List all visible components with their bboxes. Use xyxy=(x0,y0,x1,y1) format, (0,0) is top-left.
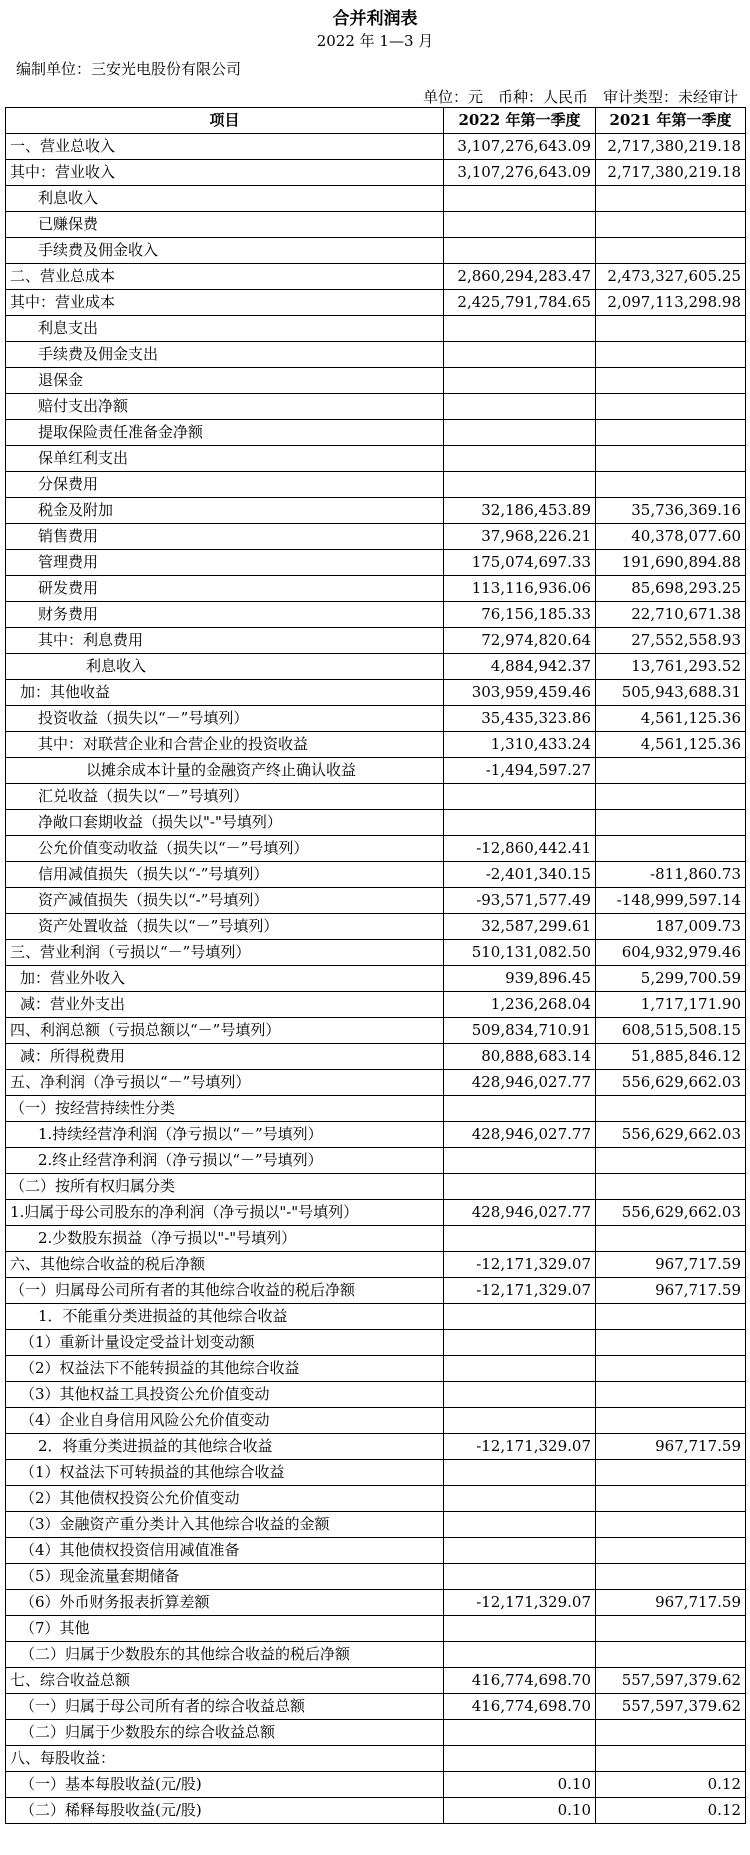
value-2022 xyxy=(444,420,596,446)
table-row xyxy=(6,342,746,368)
value-2021: 967,717.59 xyxy=(596,1278,746,1304)
value-2022: 509,834,710.91 xyxy=(444,1018,596,1044)
value-2021 xyxy=(596,1226,746,1252)
table-row xyxy=(6,1460,746,1486)
row-label: 手续费及佣金支出 xyxy=(6,342,444,368)
value-2022 xyxy=(444,472,596,498)
row-label: 三、营业利润（亏损以“－”号填列） xyxy=(6,940,444,966)
row-label: 五、净利润（净亏损以“－”号填列） xyxy=(6,1070,444,1096)
value-2021: -148,999,597.14 xyxy=(596,888,746,914)
table-row xyxy=(6,1772,746,1798)
row-label: 利息支出 xyxy=(6,316,444,342)
value-2021 xyxy=(596,342,746,368)
row-label: 其中：利息费用 xyxy=(6,628,444,654)
row-label: 销售费用 xyxy=(6,524,444,550)
value-2022 xyxy=(444,1096,596,1122)
row-label: 汇兑收益（损失以“－”号填列） xyxy=(6,784,444,810)
value-2022 xyxy=(444,1486,596,1512)
row-label: （2）其他债权投资公允价值变动 xyxy=(6,1486,444,1512)
table-row xyxy=(6,1538,746,1564)
value-2021: 0.12 xyxy=(596,1772,746,1798)
row-label: 一、营业总收入 xyxy=(6,134,444,160)
row-label: 2．将重分类进损益的其他综合收益 xyxy=(6,1434,444,1460)
value-2021: 35,736,369.16 xyxy=(596,498,746,524)
value-2022 xyxy=(444,394,596,420)
row-label: （一）基本每股收益(元/股) xyxy=(6,1772,444,1798)
table-row xyxy=(6,212,746,238)
value-2022 xyxy=(444,1148,596,1174)
value-2022 xyxy=(444,1616,596,1642)
value-2021: 27,552,558.93 xyxy=(596,628,746,654)
value-2022 xyxy=(444,186,596,212)
table-row xyxy=(6,1512,746,1538)
header-2022: 2022 年第一季度 xyxy=(444,108,596,134)
value-2021: 5,299,700.59 xyxy=(596,966,746,992)
value-2021: 2,473,327,605.25 xyxy=(596,264,746,290)
value-2022: -2,401,340.15 xyxy=(444,862,596,888)
value-2021: 22,710,671.38 xyxy=(596,602,746,628)
table-row xyxy=(6,940,746,966)
header-item: 项目 xyxy=(6,108,444,134)
value-2022: 428,946,027.77 xyxy=(444,1070,596,1096)
value-2021 xyxy=(596,1564,746,1590)
report-period: 2022 年 1—3 月 xyxy=(316,32,434,50)
table-row xyxy=(6,966,746,992)
value-2022: 37,968,226.21 xyxy=(444,524,596,550)
value-2022: 510,131,082.50 xyxy=(444,940,596,966)
value-2022: 3,107,276,643.09 xyxy=(444,160,596,186)
row-label: 利息收入 xyxy=(6,186,444,212)
table-row xyxy=(6,1642,746,1668)
value-2022: 428,946,027.77 xyxy=(444,1122,596,1148)
table-row xyxy=(6,1252,746,1278)
table-row xyxy=(6,1486,746,1512)
value-2022: -12,171,329.07 xyxy=(444,1278,596,1304)
value-2022: 428,946,027.77 xyxy=(444,1200,596,1226)
value-2022: 80,888,683.14 xyxy=(444,1044,596,1070)
company-name: 编制单位：三安光电股份有限公司 xyxy=(16,60,242,78)
row-label: 退保金 xyxy=(6,368,444,394)
table-row xyxy=(6,628,746,654)
value-2021 xyxy=(596,758,746,784)
table-row xyxy=(6,576,746,602)
row-label: （4）其他债权投资信用减值准备 xyxy=(6,1538,444,1564)
value-2021: 556,629,662.03 xyxy=(596,1122,746,1148)
units-line: 单位：元 币种：人民币 审计类型：未经审计 xyxy=(422,88,738,106)
table-row xyxy=(6,550,746,576)
value-2021 xyxy=(596,1512,746,1538)
value-2022: 35,435,323.86 xyxy=(444,706,596,732)
table-row xyxy=(6,1382,746,1408)
value-2021: 85,698,293.25 xyxy=(596,576,746,602)
row-label: 其中：对联营企业和合营企业的投资收益 xyxy=(6,732,444,758)
value-2021 xyxy=(596,1746,746,1772)
value-2022: 32,587,299.61 xyxy=(444,914,596,940)
value-2022 xyxy=(444,212,596,238)
value-2022 xyxy=(444,342,596,368)
value-2022 xyxy=(444,1564,596,1590)
table-row xyxy=(6,1200,746,1226)
value-2022: 2,860,294,283.47 xyxy=(444,264,596,290)
value-2021 xyxy=(596,1538,746,1564)
row-label: 保单红利支出 xyxy=(6,446,444,472)
table-body xyxy=(6,134,746,1824)
value-2021 xyxy=(596,238,746,264)
value-2022 xyxy=(444,1538,596,1564)
value-2022 xyxy=(444,810,596,836)
row-label: （7）其他 xyxy=(6,1616,444,1642)
value-2021: 967,717.59 xyxy=(596,1434,746,1460)
table-row xyxy=(6,1798,746,1824)
table-row xyxy=(6,1564,746,1590)
table-row xyxy=(6,836,746,862)
value-2022 xyxy=(444,1304,596,1330)
value-2021 xyxy=(596,1408,746,1434)
value-2021: 187,009.73 xyxy=(596,914,746,940)
row-label: 资产处置收益（损失以“－”号填列） xyxy=(6,914,444,940)
value-2022: 113,116,936.06 xyxy=(444,576,596,602)
table-row xyxy=(6,1720,746,1746)
row-label: 税金及附加 xyxy=(6,498,444,524)
value-2021: 1,717,171.90 xyxy=(596,992,746,1018)
table-row xyxy=(6,446,746,472)
table-row xyxy=(6,602,746,628)
value-2022: 32,186,453.89 xyxy=(444,498,596,524)
value-2021 xyxy=(596,1382,746,1408)
value-2022: 416,774,698.70 xyxy=(444,1694,596,1720)
value-2021: 2,717,380,219.18 xyxy=(596,134,746,160)
row-label: 利息收入 xyxy=(6,654,444,680)
row-label: 研发费用 xyxy=(6,576,444,602)
value-2022 xyxy=(444,1226,596,1252)
value-2021 xyxy=(596,810,746,836)
value-2021: 556,629,662.03 xyxy=(596,1200,746,1226)
table-row xyxy=(6,1070,746,1096)
row-label: 1．不能重分类进损益的其他综合收益 xyxy=(6,1304,444,1330)
value-2021 xyxy=(596,1616,746,1642)
table-row xyxy=(6,498,746,524)
table-row xyxy=(6,1746,746,1772)
table-row xyxy=(6,1226,746,1252)
table-row xyxy=(6,368,746,394)
table-row xyxy=(6,992,746,1018)
row-label: （1）权益法下可转损益的其他综合收益 xyxy=(6,1460,444,1486)
value-2021: 967,717.59 xyxy=(596,1252,746,1278)
table-row xyxy=(6,1330,746,1356)
value-2021 xyxy=(596,1356,746,1382)
value-2021 xyxy=(596,420,746,446)
value-2022: 0.10 xyxy=(444,1772,596,1798)
value-2022: 416,774,698.70 xyxy=(444,1668,596,1694)
value-2022: 1,310,433.24 xyxy=(444,732,596,758)
row-label: 资产减值损失（损失以“-”号填列） xyxy=(6,888,444,914)
value-2022 xyxy=(444,1330,596,1356)
table-row xyxy=(6,914,746,940)
value-2022 xyxy=(444,1408,596,1434)
value-2021 xyxy=(596,316,746,342)
value-2022 xyxy=(444,238,596,264)
table-row xyxy=(6,420,746,446)
table-row xyxy=(6,472,746,498)
table-row xyxy=(6,862,746,888)
value-2022 xyxy=(444,1356,596,1382)
row-label: 减：所得税费用 xyxy=(6,1044,444,1070)
value-2022: 4,884,942.37 xyxy=(444,654,596,680)
row-label: 二、营业总成本 xyxy=(6,264,444,290)
value-2022: 303,959,459.46 xyxy=(444,680,596,706)
row-label: 加：营业外收入 xyxy=(6,966,444,992)
value-2021: 967,717.59 xyxy=(596,1590,746,1616)
row-label: 投资收益（损失以“－”号填列） xyxy=(6,706,444,732)
row-label: 1.持续经营净利润（净亏损以“－”号填列） xyxy=(6,1122,444,1148)
row-label: （一）归属母公司所有者的其他综合收益的税后净额 xyxy=(6,1278,444,1304)
table-row xyxy=(6,732,746,758)
table-row xyxy=(6,1434,746,1460)
value-2022: 939,896.45 xyxy=(444,966,596,992)
row-label: 2.终止经营净利润（净亏损以“－”号填列） xyxy=(6,1148,444,1174)
value-2021: 4,561,125.36 xyxy=(596,706,746,732)
row-label: 其中：营业收入 xyxy=(6,160,444,186)
row-label: 提取保险责任准备金净额 xyxy=(6,420,444,446)
table-row xyxy=(6,888,746,914)
value-2021 xyxy=(596,186,746,212)
value-2022: 0.10 xyxy=(444,1798,596,1824)
value-2022: 3,107,276,643.09 xyxy=(444,134,596,160)
row-label: 1.归属于母公司股东的净利润（净亏损以"-"号填列） xyxy=(6,1200,444,1226)
table-row xyxy=(6,706,746,732)
row-label: 公允价值变动收益（损失以“－”号填列） xyxy=(6,836,444,862)
value-2022 xyxy=(444,368,596,394)
value-2021 xyxy=(596,394,746,420)
value-2022 xyxy=(444,1174,596,1200)
row-label: 2.少数股东损益（净亏损以"-"号填列） xyxy=(6,1226,444,1252)
value-2022: -93,571,577.49 xyxy=(444,888,596,914)
value-2022: -12,171,329.07 xyxy=(444,1252,596,1278)
value-2021: 4,561,125.36 xyxy=(596,732,746,758)
value-2021 xyxy=(596,784,746,810)
report-title: 合并利润表 xyxy=(332,9,418,29)
value-2022: -12,860,442.41 xyxy=(444,836,596,862)
value-2021: -811,860.73 xyxy=(596,862,746,888)
value-2022 xyxy=(444,1382,596,1408)
value-2021 xyxy=(596,1720,746,1746)
row-label: （4）企业自身信用风险公允价值变动 xyxy=(6,1408,444,1434)
value-2022: -1,494,597.27 xyxy=(444,758,596,784)
value-2021: 608,515,508.15 xyxy=(596,1018,746,1044)
table-row xyxy=(6,1044,746,1070)
table-row xyxy=(6,1616,746,1642)
table-row xyxy=(6,810,746,836)
value-2022: 76,156,185.33 xyxy=(444,602,596,628)
table-row xyxy=(6,160,746,186)
value-2021: 604,932,979.46 xyxy=(596,940,746,966)
row-label: （二）稀释每股收益(元/股) xyxy=(6,1798,444,1824)
value-2022: -12,171,329.07 xyxy=(444,1590,596,1616)
table-row xyxy=(6,1590,746,1616)
value-2021: 0.12 xyxy=(596,1798,746,1824)
value-2022 xyxy=(444,1512,596,1538)
row-label: 四、利润总额（亏损总额以“－”号填列） xyxy=(6,1018,444,1044)
row-label: （6）外币财务报表折算差额 xyxy=(6,1590,444,1616)
value-2021: 557,597,379.62 xyxy=(596,1694,746,1720)
table-row xyxy=(6,264,746,290)
row-label: （3）其他权益工具投资公允价值变动 xyxy=(6,1382,444,1408)
table-row xyxy=(6,134,746,160)
row-label: （一）归属于母公司所有者的综合收益总额 xyxy=(6,1694,444,1720)
value-2021 xyxy=(596,368,746,394)
value-2022 xyxy=(444,1460,596,1486)
table-header-row xyxy=(6,108,746,134)
value-2022 xyxy=(444,446,596,472)
value-2021: 556,629,662.03 xyxy=(596,1070,746,1096)
value-2021 xyxy=(596,212,746,238)
value-2022 xyxy=(444,1720,596,1746)
value-2022: 175,074,697.33 xyxy=(444,550,596,576)
value-2021: 13,761,293.52 xyxy=(596,654,746,680)
table-row xyxy=(6,1096,746,1122)
value-2021: 2,097,113,298.98 xyxy=(596,290,746,316)
value-2021 xyxy=(596,1460,746,1486)
table-row xyxy=(6,1408,746,1434)
row-label: 七、综合收益总额 xyxy=(6,1668,444,1694)
row-label: （2）权益法下不能转损益的其他综合收益 xyxy=(6,1356,444,1382)
table-row xyxy=(6,316,746,342)
report-header xyxy=(0,0,750,117)
value-2022: -12,171,329.07 xyxy=(444,1434,596,1460)
table-row xyxy=(6,238,746,264)
value-2021 xyxy=(596,446,746,472)
row-label: （5）现金流量套期储备 xyxy=(6,1564,444,1590)
table-row xyxy=(6,1356,746,1382)
row-label: （3）金融资产重分类计入其他综合收益的金额 xyxy=(6,1512,444,1538)
table-row xyxy=(6,394,746,420)
row-label: （二）归属于少数股东的综合收益总额 xyxy=(6,1720,444,1746)
value-2022: 2,425,791,784.65 xyxy=(444,290,596,316)
row-label: 手续费及佣金收入 xyxy=(6,238,444,264)
row-label: （二）归属于少数股东的其他综合收益的税后净额 xyxy=(6,1642,444,1668)
value-2021 xyxy=(596,1174,746,1200)
value-2022 xyxy=(444,316,596,342)
row-label: 管理费用 xyxy=(6,550,444,576)
table-row xyxy=(6,654,746,680)
value-2021 xyxy=(596,1642,746,1668)
row-label: 分保费用 xyxy=(6,472,444,498)
header-2021: 2021 年第一季度 xyxy=(596,108,746,134)
table-row xyxy=(6,1174,746,1200)
row-label: 减：营业外支出 xyxy=(6,992,444,1018)
table-row xyxy=(6,1148,746,1174)
value-2021 xyxy=(596,1486,746,1512)
row-label: 以摊余成本计量的金融资产终止确认收益 xyxy=(6,758,444,784)
value-2021: 505,943,688.31 xyxy=(596,680,746,706)
row-label: 信用减值损失（损失以“-”号填列） xyxy=(6,862,444,888)
row-label: 赔付支出净额 xyxy=(6,394,444,420)
row-label: 其中：营业成本 xyxy=(6,290,444,316)
row-label: 八、每股收益： xyxy=(6,1746,444,1772)
value-2021: 557,597,379.62 xyxy=(596,1668,746,1694)
value-2021 xyxy=(596,472,746,498)
table-row xyxy=(6,1304,746,1330)
value-2022: 1,236,268.04 xyxy=(444,992,596,1018)
table-row xyxy=(6,1668,746,1694)
value-2021 xyxy=(596,1096,746,1122)
table-row xyxy=(6,784,746,810)
value-2022 xyxy=(444,1642,596,1668)
row-label: （二）按所有权归属分类 xyxy=(6,1174,444,1200)
row-label: 财务费用 xyxy=(6,602,444,628)
row-label: 六、其他综合收益的税后净额 xyxy=(6,1252,444,1278)
table-row xyxy=(6,186,746,212)
income-statement-table xyxy=(5,107,746,1824)
row-label: 加：其他收益 xyxy=(6,680,444,706)
row-label: 净敞口套期收益（损失以"-"号填列） xyxy=(6,810,444,836)
value-2021: 2,717,380,219.18 xyxy=(596,160,746,186)
value-2021: 191,690,894.88 xyxy=(596,550,746,576)
row-label: （一）按经营持续性分类 xyxy=(6,1096,444,1122)
table-row xyxy=(6,1018,746,1044)
value-2022 xyxy=(444,1746,596,1772)
value-2021 xyxy=(596,1330,746,1356)
row-label: 已赚保费 xyxy=(6,212,444,238)
row-label: （1）重新计量设定受益计划变动额 xyxy=(6,1330,444,1356)
table-row xyxy=(6,758,746,784)
value-2021: 40,378,077.60 xyxy=(596,524,746,550)
value-2022: 72,974,820.64 xyxy=(444,628,596,654)
value-2021 xyxy=(596,1304,746,1330)
value-2021 xyxy=(596,1148,746,1174)
table-row xyxy=(6,1694,746,1720)
table-row xyxy=(6,680,746,706)
table-row xyxy=(6,524,746,550)
table-row xyxy=(6,1278,746,1304)
value-2022 xyxy=(444,784,596,810)
table-row xyxy=(6,290,746,316)
value-2021 xyxy=(596,836,746,862)
table-row xyxy=(6,1122,746,1148)
value-2021: 51,885,846.12 xyxy=(596,1044,746,1070)
